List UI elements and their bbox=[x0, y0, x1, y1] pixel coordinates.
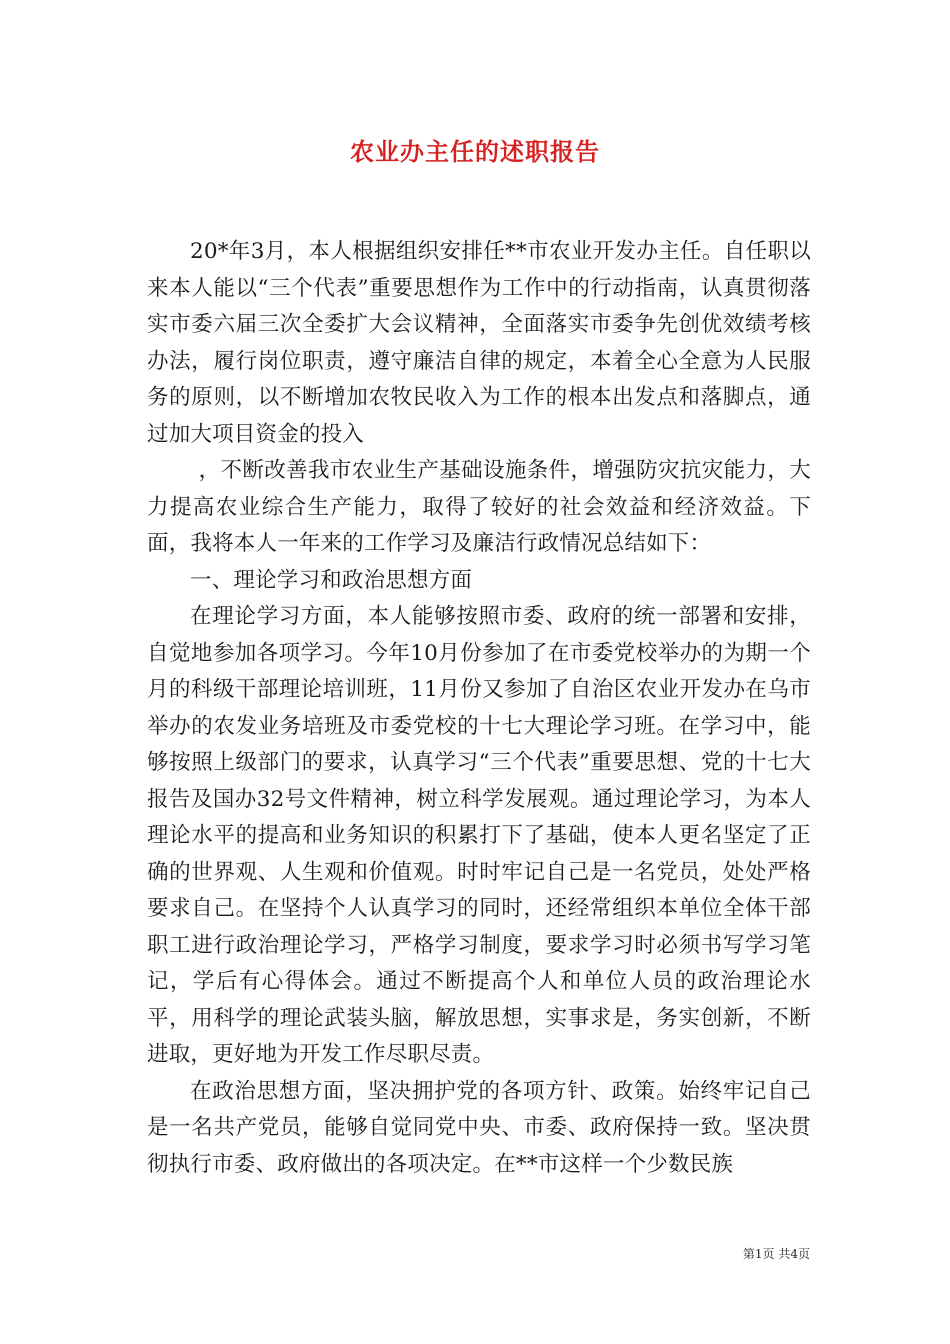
document-body bbox=[147, 234, 811, 1183]
paragraph-theory-study: 在理论学习方面，本人能够按照市委、政府的统一部署和安排，自觉地参加各项学习。今年10月份参加了在市委党校举办的为期一个月的科级干部理论培训班，11月份又参加了自治区农业开发办在乌市举办的农发业务培班及市委党校的十七大理论学习班。在学习中，能够按照上级部门的要求，认真学习“三个代表”重要思想、党的十七大报告及国办32号文件精神，树立科学发展观。通过理论学习，为本人理论水平的提高和业务知识的积累打下了基础，使本人更名坚定了正确的世界观、人生观和价值观。时时牢记自己是一名党员，处处严格要求自己。在坚持个人认真学习的同时，还经常组织本单位全体干部职工进行政治理论学习，严格学习制度，要求学习时必须书写学习笔记，学后有心得体会。通过不断提高个人和单位人员的政治理论水平，用科学的理论武装头脑，解放思想，实事求是，务实创新，不断进取，更好地为开发工作尽职尽责。 bbox=[147, 604, 811, 1067]
paragraph-political-thought: 在政治思想方面，坚决拥护党的各项方针、政策。始终牢记自己是一名共产党员，能够自觉同党中央、市委、政府保持一致。坚决贯彻执行市委、政府做出的各项决定。在**市这样一个少数民族 bbox=[147, 1078, 811, 1177]
page-number-footer: 第1页 共4页 bbox=[742, 1247, 810, 1261]
section-heading-theory-politics: 一、理论学习和政治思想方面 bbox=[190, 567, 473, 593]
paragraph-continuation: ，不断改善我市农业生产基础设施条件，增强防灾抗灾能力，大力提高农业综合生产能力，取得了较好的社会效益和经济效益。下面，我将本人一年来的工作学习及廉洁行政情况总结如下： bbox=[147, 458, 811, 556]
document-title: 农业办主任的述职报告 bbox=[350, 137, 600, 166]
paragraph-intro: 20*年3月，本人根据组织安排任**市农业开发办主任。自任职以来本人能以“三个代表”重要思想作为工作中的行动指南，认真贯彻落实市委六届三次全委扩大会议精神，全面落实市委争先创优效绩考核办法，履行岗位职责，遵守廉洁自律的规定，本着全心全意为人民服务的原则，以不断增加农牧民收入为工作的根本出发点和落脚点，通过加大项目资金的投入 bbox=[147, 239, 811, 447]
